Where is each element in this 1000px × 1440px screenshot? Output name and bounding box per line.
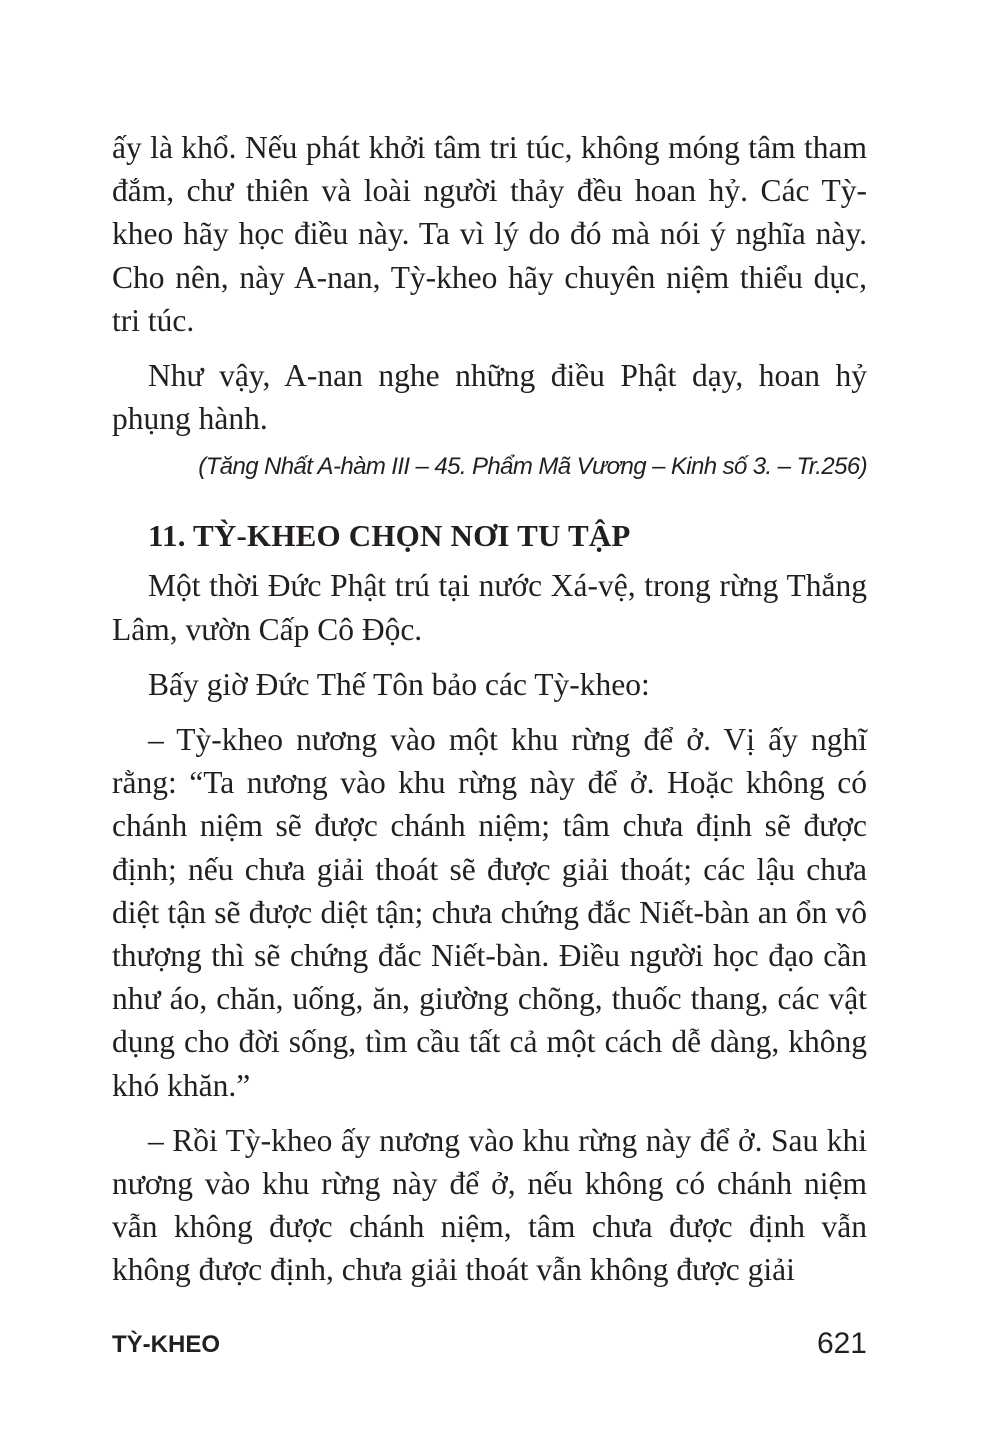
page-number: 621 [816,1327,867,1360]
running-title: TỲ-KHEO [112,1331,220,1358]
paragraph-4: Bấy giờ Đức Thế Tôn bảo các Tỳ-kheo: [148,666,650,702]
paragraph-3: Một thời Đức Phật trú tại nước Xá-vệ, trong rừng Thắng Lâm, vườn Cấp Cô Độc. [112,568,867,647]
citation: (Tăng Nhất A-hàm III – 45. Phẩm Mã Vương – Kinh số 3. – Tr.256) [198,453,867,481]
paragraph-5: – Tỳ-kheo nương vào một khu rừng để ở. Vị ấy nghĩ rằng: “Ta nương vào khu rừng này để ở. Hoặc không có chánh niệm sẽ được chánh niệm; tâm chưa định sẽ được định; nếu chưa giải thoát sẽ được giải thoát; các lậu chưa diệt tận sẽ được diệt tận; chưa chứng đắc Niết-bàn an ổn vô thượng thì sẽ chứng đắc Niết-bàn. Điều người học đạo cần như áo, chăn, uống, ăn, giường chõng, thuốc thang, các vật dụng cho đời sống, tìm cầu tất cả một cách dễ dàng, không khó khăn.” [112,722,867,1103]
paragraph-6: – Rồi Tỳ-kheo ấy nương vào khu rừng này để ở. Sau khi nương vào khu rừng này để ở, nếu không có chánh niệm vẫn không được chánh niệm, tâm chưa được định vẫn không được định, chưa giải thoát vẫn không được giải [112,1122,867,1288]
page-body [112,126,867,1292]
paragraph-1: ấy là khổ. Nếu phát khởi tâm tri túc, không móng tâm tham đắm, chư thiên và loài người thảy đều hoan hỷ. Các Tỳ-kheo hãy học điều này. Ta vì lý do đó mà nói ý nghĩa này. Cho nên, này A-nan, Tỳ-kheo hãy chuyên niệm thiểu dục, tri túc. [112,130,867,338]
section-heading: 11. TỲ-KHEO CHỌN NƠI TU TẬP [148,518,631,554]
paragraph-2: Như vậy, A-nan nghe những điều Phật dạy, hoan hỷ phụng hành. [112,358,867,437]
